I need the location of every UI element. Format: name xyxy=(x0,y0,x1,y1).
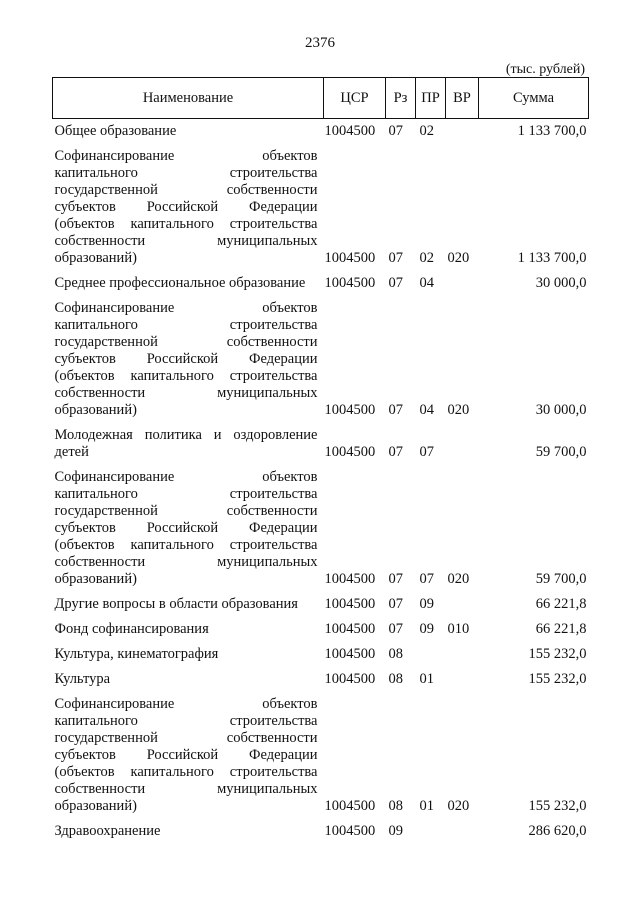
table-row xyxy=(53,296,589,423)
row-name-line: (объектов капитального строительства xyxy=(54,764,318,780)
row-rz: 09 xyxy=(388,823,403,839)
row-name-line: (объектов капитального строительства xyxy=(54,368,318,384)
row-csr: 1004500 xyxy=(324,596,376,612)
row-name xyxy=(53,692,324,819)
row-name-line: субъектов Российской Федерации xyxy=(54,199,318,215)
row-pr: 02 xyxy=(419,250,434,266)
row-pr: 04 xyxy=(419,402,434,418)
table-row xyxy=(53,667,589,692)
row-name xyxy=(53,271,324,296)
row-sum: 155 232,0 xyxy=(528,646,587,662)
row-vr xyxy=(446,423,479,465)
header-name: Наименование xyxy=(53,78,324,119)
row-sum: 286 620,0 xyxy=(528,823,587,839)
row-sum: 59 700,0 xyxy=(535,571,587,587)
row-rz: 07 xyxy=(388,402,403,418)
row-name-line: собственности муниципальных xyxy=(54,554,318,570)
row-csr: 1004500 xyxy=(324,671,376,687)
row-sum: 30 000,0 xyxy=(535,275,587,291)
header-csr: ЦСР xyxy=(324,78,386,119)
row-name xyxy=(53,465,324,592)
header-rz: Рз xyxy=(386,78,416,119)
row-vr: 020 xyxy=(447,571,470,587)
row-pr: 09 xyxy=(419,621,434,637)
row-csr: 1004500 xyxy=(324,823,376,839)
row-name-line: субъектов Российской Федерации xyxy=(54,351,318,367)
row-name-line: государственной собственности xyxy=(54,730,318,746)
table-row xyxy=(53,465,589,592)
row-rz: 07 xyxy=(388,621,403,637)
row-sum: 66 221,8 xyxy=(535,621,587,637)
table-body xyxy=(53,119,589,845)
row-pr: 04 xyxy=(419,275,434,291)
row-pr: 01 xyxy=(419,798,434,814)
row-rz: 07 xyxy=(388,596,403,612)
table-header-row xyxy=(53,78,589,119)
table-row xyxy=(53,119,589,145)
row-sum: 66 221,8 xyxy=(535,596,587,612)
row-name-line: образований) xyxy=(54,402,137,418)
table-row xyxy=(53,642,589,667)
row-name-line: капитального строительства xyxy=(54,317,318,333)
page-number: 2376 xyxy=(305,35,335,51)
row-vr xyxy=(446,819,479,844)
row-name-line: Фонд софинансирования xyxy=(54,621,209,637)
row-name-line: Софинансирование объектов xyxy=(54,300,318,316)
row-pr: 09 xyxy=(419,596,434,612)
table-row xyxy=(53,271,589,296)
units-label: (тыс. рублей) xyxy=(505,62,585,77)
table-row xyxy=(53,692,589,819)
row-rz: 08 xyxy=(388,646,403,662)
budget-table xyxy=(52,77,589,844)
row-sum: 1 133 700,0 xyxy=(517,250,587,266)
header-vr: ВР xyxy=(446,78,479,119)
row-name-line: Культура, кинематография xyxy=(54,646,219,662)
row-name-line: государственной собственности xyxy=(54,503,318,519)
row-vr xyxy=(446,119,479,145)
row-name-line: Культура xyxy=(54,671,111,687)
table-row xyxy=(53,423,589,465)
row-vr xyxy=(446,667,479,692)
row-csr: 1004500 xyxy=(324,646,376,662)
row-name-line: капитального строительства xyxy=(54,165,318,181)
row-name-line: детей xyxy=(54,444,89,460)
row-csr: 1004500 xyxy=(324,275,376,291)
row-csr: 1004500 xyxy=(324,798,376,814)
row-sum: 1 133 700,0 xyxy=(517,123,587,139)
row-name-line: государственной собственности xyxy=(54,182,318,198)
row-csr: 1004500 xyxy=(324,444,376,460)
row-rz: 08 xyxy=(388,671,403,687)
row-rz: 07 xyxy=(388,123,403,139)
row-pr: 01 xyxy=(419,671,434,687)
row-vr xyxy=(446,592,479,617)
row-rz: 07 xyxy=(388,571,403,587)
row-name-line: Среднее профессиональное образование xyxy=(54,275,306,291)
row-name-line: капитального строительства xyxy=(54,713,318,729)
row-name-line: субъектов Российской Федерации xyxy=(54,747,318,763)
row-vr xyxy=(446,271,479,296)
row-csr: 1004500 xyxy=(324,402,376,418)
row-vr: 020 xyxy=(447,798,470,814)
row-name xyxy=(53,119,324,145)
table-row xyxy=(53,592,589,617)
row-sum: 59 700,0 xyxy=(535,444,587,460)
row-name xyxy=(53,642,324,667)
row-name-line: государственной собственности xyxy=(54,334,318,350)
row-pr: 02 xyxy=(419,123,434,139)
row-csr: 1004500 xyxy=(324,123,376,139)
row-name-line: собственности муниципальных xyxy=(54,385,318,401)
row-pr: 07 xyxy=(419,444,434,460)
row-name-line: образований) xyxy=(54,571,137,587)
row-name-line: Другие вопросы в области образования xyxy=(54,596,298,612)
row-name-line: собственности муниципальных xyxy=(54,233,318,249)
row-name xyxy=(53,423,324,465)
row-rz: 07 xyxy=(388,275,403,291)
row-sum: 155 232,0 xyxy=(528,798,587,814)
row-name-line: Софинансирование объектов xyxy=(54,148,318,164)
table-row xyxy=(53,144,589,271)
row-name-line: Молодежная политика и оздоровление xyxy=(54,427,318,443)
row-name-line: (объектов капитального строительства xyxy=(54,216,318,232)
row-name-line: образований) xyxy=(54,250,137,266)
row-name xyxy=(53,144,324,271)
row-pr xyxy=(416,642,446,667)
row-rz: 07 xyxy=(388,444,403,460)
table-row xyxy=(53,819,589,844)
header-sum: Сумма xyxy=(479,78,589,119)
table-row xyxy=(53,617,589,642)
row-sum: 155 232,0 xyxy=(528,671,587,687)
row-name-line: образований) xyxy=(54,798,137,814)
row-vr xyxy=(446,642,479,667)
row-name-line: капитального строительства xyxy=(54,486,318,502)
row-vr: 020 xyxy=(447,250,470,266)
row-name xyxy=(53,296,324,423)
row-name xyxy=(53,592,324,617)
row-name-line: субъектов Российской Федерации xyxy=(54,520,318,536)
row-name-line: Здравоохранение xyxy=(54,823,161,839)
row-pr: 07 xyxy=(419,571,434,587)
row-rz: 08 xyxy=(388,798,403,814)
row-pr xyxy=(416,819,446,844)
row-vr: 010 xyxy=(447,621,470,637)
header-pr: ПР xyxy=(416,78,446,119)
row-vr: 020 xyxy=(447,402,470,418)
row-csr: 1004500 xyxy=(324,621,376,637)
row-csr: 1004500 xyxy=(324,250,376,266)
row-name-line: Общее образование xyxy=(54,123,177,139)
row-name-line: (объектов капитального строительства xyxy=(54,537,318,553)
row-name xyxy=(53,617,324,642)
row-sum: 30 000,0 xyxy=(535,402,587,418)
row-rz: 07 xyxy=(388,250,403,266)
row-csr: 1004500 xyxy=(324,571,376,587)
row-name-line: Софинансирование объектов xyxy=(54,696,318,712)
row-name xyxy=(53,819,324,844)
row-name-line: Софинансирование объектов xyxy=(54,469,318,485)
row-name xyxy=(53,667,324,692)
row-name-line: собственности муниципальных xyxy=(54,781,318,797)
